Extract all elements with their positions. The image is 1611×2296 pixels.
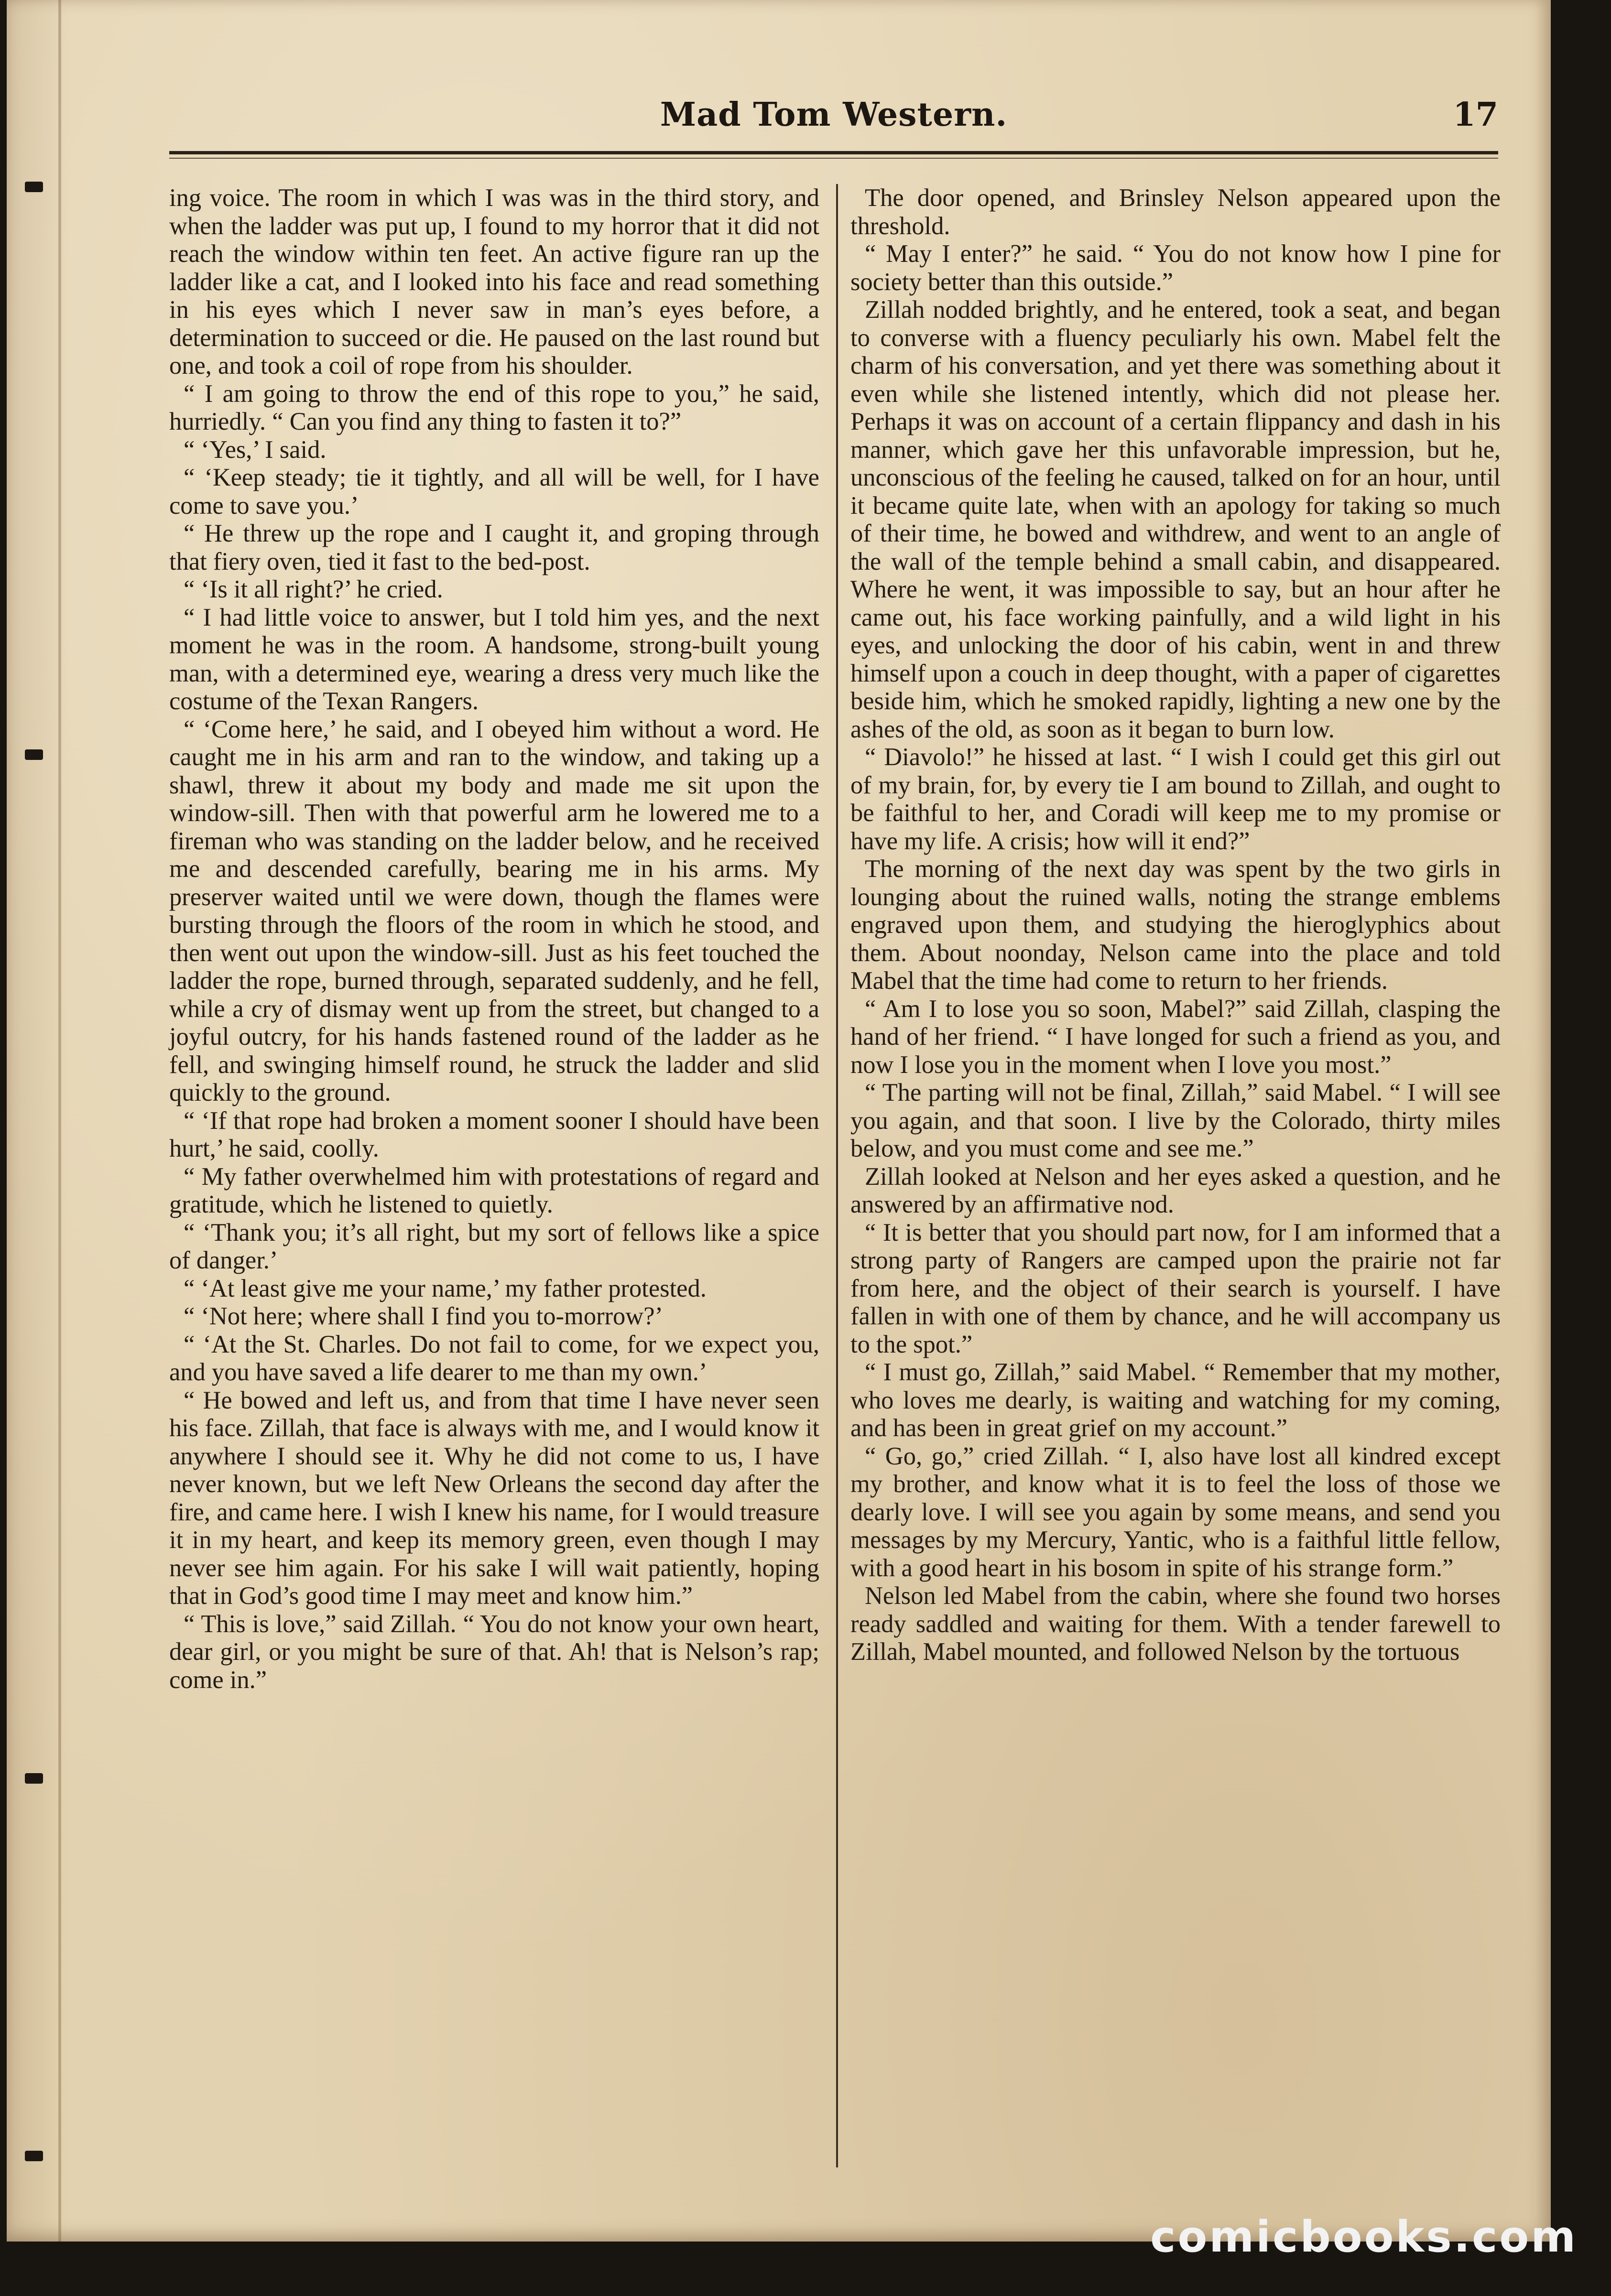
page-header bbox=[169, 91, 1498, 139]
paragraph: “ Diavolo!” he hissed at last. “ I wish I could get this girl out of my brain, for, by every tie I am bound to Zillah, and ought to be faithful to her, and Coradi will keep me to my promise or have my life. A crisis; how will it end?” bbox=[850, 743, 1501, 855]
header-rule-thin bbox=[169, 158, 1498, 159]
paragraph: “ Go, go,” cried Zillah. “ I, also have lost all kindred except my brother, and know what it is to feel the loss of those we dearly love. I will see you again by some means, and send you messages by my Mercury, Yantic, who is a faithful little fellow, with a good heart in his bosom in spite of his strange form.” bbox=[850, 1442, 1501, 1582]
paragraph: “ ‘Is it all right?’ he cried. bbox=[184, 575, 443, 603]
left-column bbox=[169, 184, 819, 2167]
paragraph: “ ‘Keep steady; tie it tightly, and all will be well, for I have come to save you.’ bbox=[169, 464, 819, 520]
column-divider bbox=[836, 184, 838, 2167]
paragraph: “ The parting will not be final, Zillah,” said Mabel. “ I will see you again, and that soon. I live by the Colorado, thirty miles below, and you must come and see me.” bbox=[850, 1079, 1501, 1162]
paragraph: “ May I enter?” he said. “ You do not know how I pine for society better than this outside.” bbox=[850, 240, 1501, 296]
paragraph: “ ‘At the St. Charles. Do not fail to come, for we expect you, and you have saved a life dearer to me than my own.’ bbox=[169, 1330, 819, 1386]
page-fold-shadow bbox=[58, 0, 61, 2242]
paragraph: “ My father overwhelmed him with protestations of regard and gratitude, which he listened to quietly. bbox=[169, 1162, 819, 1218]
running-title: Mad Tom Western. bbox=[660, 96, 1008, 134]
paragraph: Zillah looked at Nelson and her eyes asked a question, and he answered by an affirmative nod. bbox=[850, 1162, 1501, 1218]
paragraph: “ Am I to lose you so soon, Mabel?” said Zillah, clasping the hand of her friend. “ I have longed for such a friend as you, and now I lose you in the moment when I love you most.” bbox=[850, 995, 1501, 1079]
header-rule bbox=[169, 151, 1498, 154]
right-column bbox=[850, 184, 1501, 2167]
paragraph: Zillah nodded brightly, and he entered, took a seat, and began to converse with a fluency peculiarly his own. Mabel felt the charm of his conversation, and yet there was something about it even while she listened intently, which did not please her. Perhaps it was on account of a certain flippancy and dash in his manner, which gave her this unfavorable impression, but he, unconscious of the feeling he caused, talked on for an hour, until it became quite late, when with an apology for taking so much of their time, he bowed and withdrew, and went to an angle of the wall of the temple behind a small cabin, and disappeared. Where he went, it was impossible to say, but an hour after he came out, his face working painfully, and a wild light in his eyes, and unlocking the door of his cabin, went in and threw himself upon a couch in deep thought, with a paper of cigarettes beside him, which he smoked rapidly, lighting a new one by the ashes of the old, as soon as it began to burn low. bbox=[850, 296, 1501, 743]
paragraph: ing voice. The room in which I was was in the third story, and when the ladder was put up, I found to my horror that it did not reach the window within ten feet. An active figure ran up the ladder like a cat, and I looked into his face and read something in his eyes which I never saw in man’s eyes before, a determination to succeed or die. He paused on the last round but one, and took a coil of rope from his shoulder. bbox=[169, 184, 819, 379]
paragraph: The morning of the next day was spent by the two girls in lounging about the ruined walls, noting the strange emblems engraved upon them, and studying the hieroglyphics about them. About noonday, Nelson came into the place and told Mabel that the time had come to return to her friends. bbox=[850, 855, 1501, 995]
site-watermark: comicbooks.com bbox=[1150, 2212, 1578, 2262]
paragraph: “ I am going to throw the end of this rope to you,” he said, hurriedly. “ Can you find any thing to fasten it to?” bbox=[169, 379, 819, 435]
paragraph: “ He bowed and left us, and from that time I have never seen his face. Zillah, that face is always with me, and I would know it anywhere I should see it. Why he did not come to us, I have never known, but we left New Orleans the second day after the fire, and came here. I wish I knew his name, for I would treasure it in my heart, and keep its memory green, even though I may never see him again. For his sake I will wait patiently, hoping that in God’s good time I may meet and know him.” bbox=[169, 1386, 819, 1610]
paragraph: “ ‘Not here; where shall I find you to-morrow?’ bbox=[184, 1302, 663, 1330]
paragraph: “ I had little voice to answer, but I told him yes, and the next moment he was in the room. A handsome, strong-built young man, with a determined eye, wearing a dress very much like the costume of the Texan Rangers. bbox=[169, 603, 819, 715]
book-page bbox=[7, 0, 1551, 2242]
page-number: 17 bbox=[1453, 96, 1498, 134]
paragraph: “ ‘Yes,’ I said. bbox=[184, 435, 327, 464]
paragraph: “ I must go, Zillah,” said Mabel. “ Remember that my mother, who loves me dearly, is waiting and watching for my coming, and has been in great grief on my account.” bbox=[850, 1358, 1501, 1442]
binding-hole bbox=[25, 2151, 43, 2161]
paragraph: “ ‘Come here,’ he said, and I obeyed him without a word. He caught me in his arm and ran to the window, and taking up a shawl, threw it about my body and made me sit upon the window-sill. Then with that powerful arm he lowered me to a fireman who was standing on the ladder below, and he received me and descended carefully, bearing me in his arms. My preserver waited until we were down, though the flames were bursting through the floors of the room in which he stood, and then went out upon the window-sill. Just as his feet touched the ladder the rope, burned through, separated suddenly, and he fell, while a cry of dismay went up from the street, but changed to a joyful outcry, for his hands fastened round of the ladder as he fell, and swinging himself round, he struck the ladder and slid quickly to the ground. bbox=[169, 715, 819, 1106]
paragraph: “ ‘At least give me your name,’ my father protested. bbox=[184, 1274, 707, 1302]
binding-hole bbox=[25, 749, 43, 760]
paragraph: “ He threw up the rope and I caught it, and groping through that fiery oven, tied it fast to the bed-post. bbox=[169, 520, 819, 575]
paragraph: “ This is love,” said Zillah. “ You do not know your own heart, dear girl, or you might be sure of that. Ah! that is Nelson’s rap; come in.” bbox=[169, 1610, 819, 1694]
binding-hole bbox=[25, 1773, 43, 1784]
paragraph: The door opened, and Brinsley Nelson appeared upon the threshold. bbox=[850, 184, 1501, 240]
paragraph: Nelson led Mabel from the cabin, where she found two horses ready saddled and waiting for them. With a tender farewell to Zillah, Mabel mounted, and followed Nelson by the tortuous bbox=[850, 1582, 1501, 1666]
binding-hole bbox=[25, 182, 43, 192]
paragraph: “ ‘If that rope had broken a moment sooner I should have been hurt,’ he said, coolly. bbox=[169, 1106, 819, 1162]
paragraph: “ ‘Thank you; it’s all right, but my sort of fellows like a spice of danger.’ bbox=[169, 1218, 819, 1274]
paragraph: “ It is better that you should part now, for I am informed that a strong party of Rangers are camped upon the prairie not far from here, and the object of their search is yourself. I have fallen in with one of them by chance, and he will accompany us to the spot.” bbox=[850, 1218, 1501, 1358]
